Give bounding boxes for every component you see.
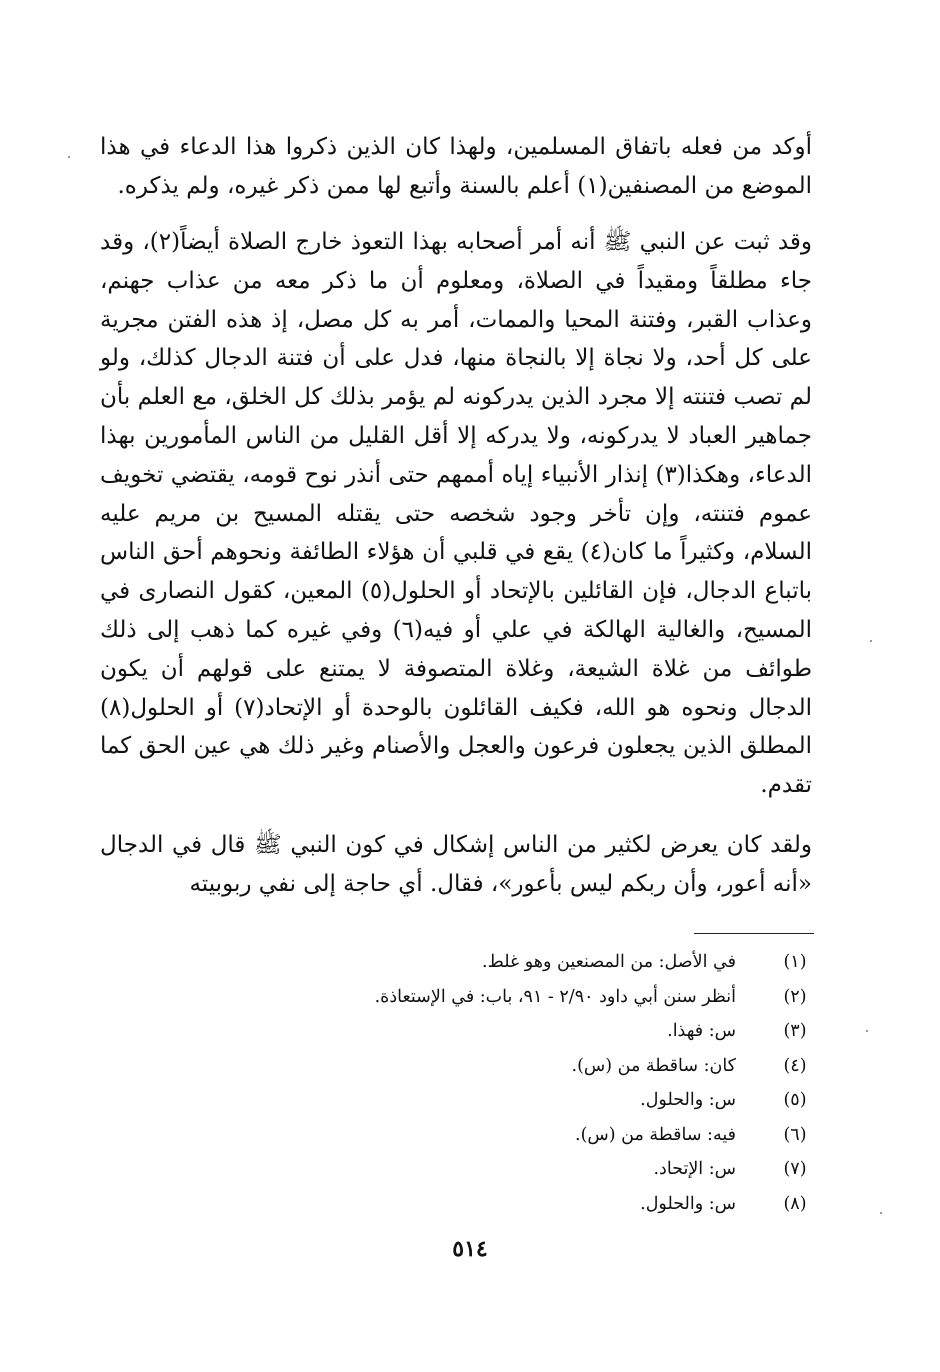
footnote-text: في الأصل: من المصنعين وهو غلط. <box>482 952 736 972</box>
footnote-5 <box>100 1083 812 1118</box>
footnote-number: (٦) <box>783 1124 807 1145</box>
footnotes-list <box>100 945 812 1221</box>
paragraph-1: أوكد من فعله باتفاق المسلمين، ولهذا كان الذين ذكروا هذا الدعاء في هذا الموضع من المصنفين(١) أعلم بالسنة وأتبع لها ممن ذكر غيره، ولم يذكره. <box>100 134 812 199</box>
footnote-2 <box>100 980 812 1015</box>
footnote-3 <box>100 1014 812 1049</box>
footnote-separator <box>694 933 814 934</box>
footnote-number: (٢) <box>783 986 807 1007</box>
footnote-text: س: والحلول. <box>640 1193 736 1214</box>
footnote-1 <box>100 945 812 980</box>
paragraph-3: ولقد كان يعرض لكثير من الناس إشكال في كون النبي ﷺ قال في الدجال «أنه أعور، وأن ربكم ليس بأعور»، فقال. أي حاجة إلى نفي ربوبيته <box>100 832 812 897</box>
footnote-number: (١) <box>783 952 807 972</box>
footnote-text: أنظر سنن أبي داود ٢/٩٠ - ٩١، باب: في الإستعاذة. <box>374 986 736 1007</box>
scan-speck <box>880 1212 882 1214</box>
footnote-6 <box>100 1118 812 1153</box>
scan-speck <box>870 640 872 642</box>
page-number: ٥١٤ <box>452 1236 488 1262</box>
footnote-text: س: والحلول. <box>640 1090 736 1110</box>
footnote-4 <box>100 1049 812 1084</box>
footnote-number: (٣) <box>783 1021 807 1041</box>
footnote-text: كان: ساقطة من (س). <box>571 1055 736 1076</box>
footnote-7 <box>100 1152 812 1187</box>
footnote-text: فيه: ساقطة من (س). <box>575 1124 736 1145</box>
footnote-number: (٤) <box>783 1055 807 1076</box>
footnote-number: (٨) <box>783 1193 807 1214</box>
paragraph-2: وقد ثبت عن النبي ﷺ أنه أمر أصحابه بهذا التعوذ خارج الصلاة أيضاً(٢)، وقد جاء مطلقاً ومقيداً في الصلاة، ومعلوم أن ما ذكر معه من عذاب جهنم، وعذاب القبر، وفتنة المحيا والممات، أمر به كل مصل، إذ هذه الفتن مجرية على كل أحد، ولا نجاة إلا بالنجاة منها، فدل على أن فتنة الدجال كذلك، ولو لم تصب فتنته إلا مجرد الذين يدركونه لم يؤمر بذلك كل الخلق، مع العلم بأن جماهير العباد لا يدركونه، ولا يدركه إلا أقل القليل من الناس المأمورين بهذا الدعاء، وهكذا(٣) إنذار الأنبياء إياه أممهم حتى أنذر نوح قومه، يقتضي تخويف عموم فتنته، وإن تأخر وجود شخصه حتى يقتله المسيح بن مريم عليه السلام، وكثيراً ما كان(٤) يقع في قلبي أن هؤلاء الطائفة ونحوهم أحق الناس باتباع الدجال، فإن القائلين بالإتحاد أو الحلول(٥) المعين، كقول النصارى في المسيح، والغالية الهالكة في علي أو فيه(٦) وفي غيره كما ذهب إلى ذلك طوائف من غلاة الشيعة، وغلاة المتصوفة لا يمتنع على قولهم أن يكون الدجال ونحوه هو الله، فكيف القائلون بالوحدة أو الإتحاد(٧) أو الحلول(٨) المطلق الذين يجعلون فرعون والعجل والأصنام وغير ذلك هي عين الحق كما تقدم. <box>100 229 813 799</box>
footnote-8 <box>100 1187 812 1222</box>
footnote-text: س: الإتحاد. <box>653 1159 736 1179</box>
footnote-number: (٥) <box>783 1090 807 1110</box>
scan-speck <box>68 156 70 158</box>
footnote-number: (٧) <box>783 1159 807 1179</box>
footnote-text: س: فهذا. <box>667 1021 736 1041</box>
scan-speck <box>866 1030 868 1032</box>
